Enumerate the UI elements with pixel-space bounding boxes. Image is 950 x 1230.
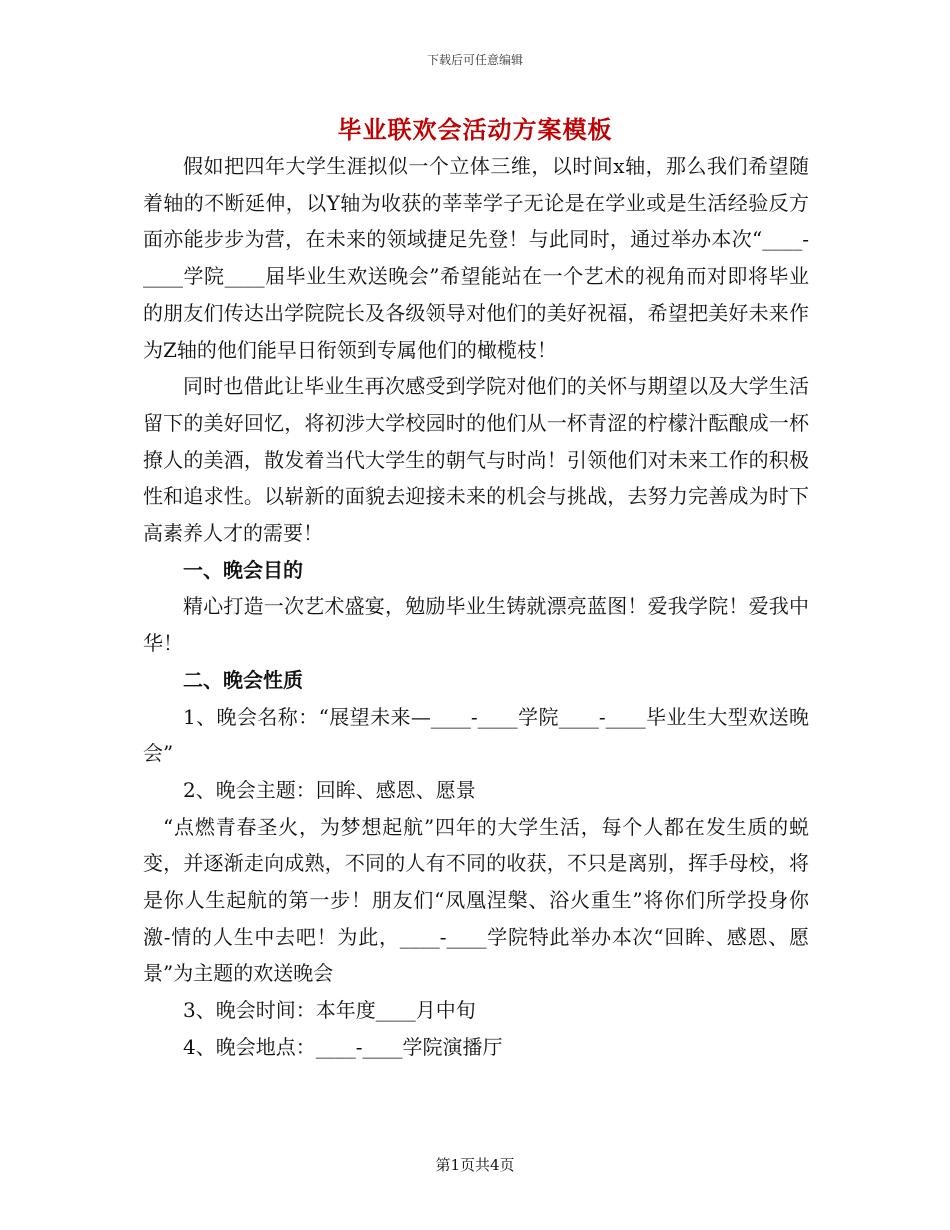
page-footer-number: 第1页共4页 bbox=[435, 1156, 515, 1174]
intro-paragraph-2: 同时也借此让毕业生再次感受到学院对他们的关怀与期望以及大学生活留下的美好回忆，将初涉大学校园时的他们从一杯青涩的柠檬汁酝酿成一杯撩人的美酒，散发着当代大学生的朝气与时尚！引领他们对未来工作的积极性和追求性。以崭新的面貌去迎接未来的机会与挑战，去努力完善成为时下高素养人才的需要！ bbox=[143, 374, 809, 546]
theme-paragraph: “点燃青春圣火，为梦想起航”四年的大学生活，每个人都在发生质的蜕变，并逐渐走向成熟，不同的人有不同的收获，不只是离别，挥手母校，将是你人生起航的第一步！朋友们“凤凰涅槃、浴火重生”将你们所学投身你激-情的人生中去吧！为此，____-____学院特此举办本次“回眸、感恩、愿景”为主题的欢送晚会 bbox=[143, 814, 809, 986]
page-header-note: 下载后可任意编辑 bbox=[426, 53, 523, 67]
section-heading-purpose: 一、晚会目的 bbox=[183, 557, 303, 582]
item-location: 4、晚会地点：____-____学院演播厅 bbox=[183, 1034, 503, 1059]
section-heading-nature: 二、晚会性质 bbox=[183, 667, 303, 692]
document-body bbox=[143, 148, 809, 1066]
intro-paragraph-1: 假如把四年大学生涯拟似一个立体三维，以时间x轴，那么我们希望随着轴的不断延伸，以Y轴为收获的莘莘学子无论是在学业或是生活经验反方面亦能步步为营，在未来的领域捷足先登！与此同时，通过举办本次“____-____学院____届毕业生欢送晚会”希望能站在一个艺术的视角而对即将毕业的朋友们传达出学院院长及各级领导对他们的美好祝福，希望把美好未来作为Z轴的他们能早日衔领到专属他们的橄榄枝！ bbox=[143, 154, 809, 362]
purpose-paragraph: 精心打造一次艺术盛宴，勉励毕业生铸就漂亮蓝图！爱我学院！爱我中华！ bbox=[143, 594, 809, 656]
item-theme: 2、晚会主题：回眸、感恩、愿景 bbox=[183, 777, 476, 802]
document-title: 毕业联欢会活动方案模板 bbox=[337, 115, 613, 144]
item-name: 1、晚会名称：“展望未来—____-____学院____-____毕业生大型欢送晚会” bbox=[143, 704, 809, 766]
item-time: 3、晚会时间：本年度____月中旬 bbox=[183, 998, 476, 1023]
